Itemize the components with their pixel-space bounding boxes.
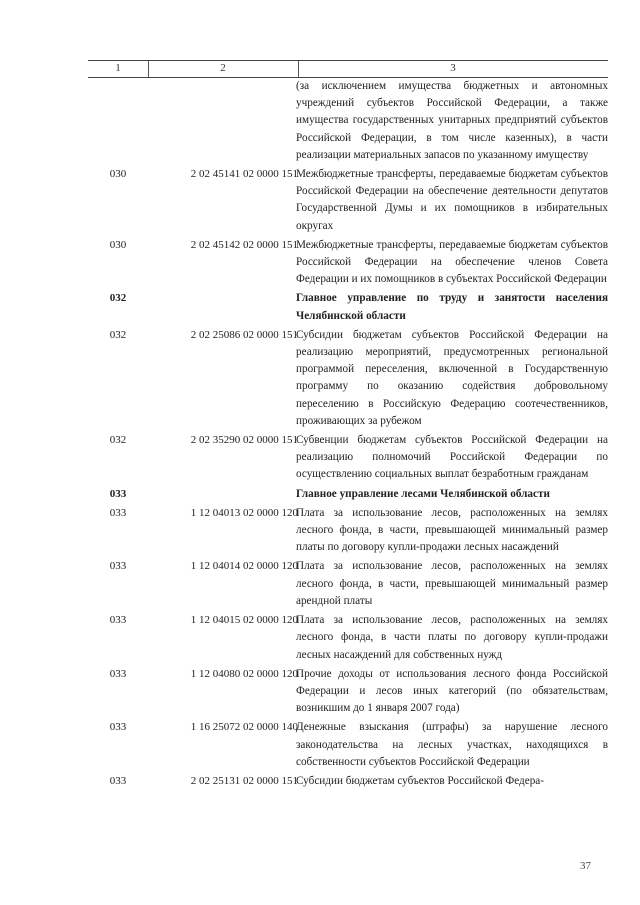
table-header <box>88 60 608 78</box>
table-body <box>88 78 608 790</box>
admin-code: 033 <box>109 774 127 787</box>
table-row <box>88 432 608 484</box>
revenue-description: Прочие доходы от использования лесного фонда Российской Федерации и лесов иных категорий (по обязательствам, возникшим до 1 января 2007 года) <box>296 667 608 715</box>
budget-classification-code: 1 12 04013 02 0000 120 <box>190 506 298 519</box>
admin-code: 032 <box>109 328 127 341</box>
admin-code: 033 <box>109 614 127 627</box>
budget-classification-code: 2 02 45141 02 0000 151 <box>190 168 298 181</box>
table-row <box>88 486 608 503</box>
admin-code: 032 <box>109 292 127 305</box>
table-row <box>88 719 608 771</box>
table-row <box>88 612 608 664</box>
budget-classification-code: 2 02 35290 02 0000 151 <box>190 434 298 447</box>
revenue-description: Плата за использование лесов, расположенных на землях лесного фонда, в части платы по договору купли-продажи лесных насаждений для собственных нужд <box>296 614 608 661</box>
table-row <box>88 505 608 557</box>
table-row <box>88 290 608 324</box>
budget-classification-code: 1 12 04014 02 0000 120 <box>190 560 298 573</box>
budget-classification-code: 1 12 04080 02 0000 120 <box>190 667 298 680</box>
budget-classification-code: 1 12 04015 02 0000 120 <box>190 614 298 627</box>
revenue-description: Главное управление по труду и занятости населения Челябинской области <box>296 292 608 322</box>
table-row <box>88 773 608 790</box>
revenue-description: Денежные взыскания (штрафы) за нарушение лесного законодательства на лесных участках, находящихся в собственности субъектов Российской Федерации <box>296 721 608 768</box>
admin-code: 033 <box>109 560 127 573</box>
admin-code: 033 <box>109 721 127 734</box>
table-row <box>88 78 608 164</box>
revenue-description: (за исключением имущества бюджетных и автономных учреждений субъектов Российской Федерации, а также имущества государственных унитарных предприятий субъектов Российской Федерации, в том числе казенных), в части реализации материальных запасов по указанному имуществу <box>296 80 608 161</box>
revenue-description: Субсидии бюджетам субъектов Российской Федера- <box>296 774 544 787</box>
table-row <box>88 666 608 718</box>
admin-code: 030 <box>109 238 127 251</box>
admin-code: 033 <box>109 667 127 680</box>
revenue-description: Плата за использование лесов, расположенных на землях лесного фонда, в части, превышающей минимальный размер платы по договору купли-продажи лесных насаждений <box>296 506 608 554</box>
table-row <box>88 237 608 289</box>
table-row <box>88 327 608 430</box>
budget-classification-code: 2 02 25131 02 0000 151 <box>190 774 298 787</box>
revenue-description: Главное управление лесами Челябинской области <box>296 487 550 500</box>
admin-code: 033 <box>109 506 127 519</box>
page-number: 37 <box>580 860 591 872</box>
header-col-2: 2 <box>220 62 226 74</box>
budget-classification-code: 2 02 45142 02 0000 151 <box>190 238 298 251</box>
revenue-description: Субсидии бюджетам субъектов Российской Федерации на реализацию мероприятий, предусмотренных региональной программой переселения, включенной в Государственную программу по оказанию содействия добровольному переселению в Российскую Федерацию соотечественников, проживающих за рубежом <box>296 328 608 427</box>
table-row <box>88 166 608 235</box>
admin-code: 032 <box>109 434 127 447</box>
admin-code: 030 <box>109 168 127 181</box>
table-row <box>88 558 608 610</box>
budget-classification-code: 1 16 25072 02 0000 140 <box>190 721 298 734</box>
header-col-3: 3 <box>450 62 456 74</box>
revenue-description: Межбюджетные трансферты, передаваемые бюджетам субъектов Российской Федерации на обеспечение деятельности депутатов Государственной Думы и их помощников в избирательных округах <box>296 168 608 232</box>
admin-code: 033 <box>109 487 127 500</box>
header-col-1: 1 <box>115 62 121 74</box>
revenue-description: Межбюджетные трансферты, передаваемые бюджетам субъектов Российской Федерации на обеспечение членов Совета Федерации и их помощников в субъектах Российской Федерации <box>296 238 608 286</box>
revenue-description: Субвенции бюджетам субъектов Российской Федерации на реализацию полномочий Российской Федерации по осуществлению социальных выплат безработным гражданам <box>296 434 608 481</box>
revenue-description: Плата за использование лесов, расположенных на землях лесного фонда, в части, превышающей минимальный размер арендной платы <box>296 560 608 607</box>
budget-classification-code: 2 02 25086 02 0000 151 <box>190 328 298 341</box>
